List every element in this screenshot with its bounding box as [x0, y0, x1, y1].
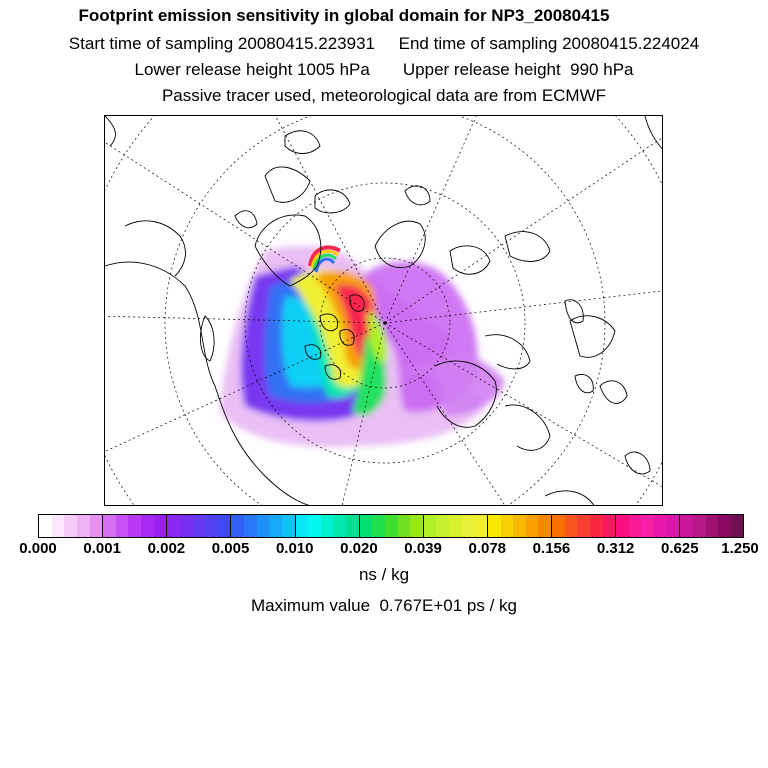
colorbar	[38, 514, 744, 538]
colorbar-segment	[77, 515, 90, 537]
colorbar-segment	[257, 515, 270, 537]
colorbar-segment	[52, 515, 65, 537]
colorbar-segment	[565, 515, 578, 537]
colorbar-segment	[321, 515, 334, 537]
colorbar-segment	[488, 515, 501, 537]
colorbar-segment	[64, 515, 77, 537]
colorbar-tick-label: 0.625	[661, 540, 699, 557]
colorbar-segment	[654, 515, 667, 537]
colorbar-units: ns / kg	[358, 565, 410, 584]
colorbar-segment	[731, 515, 744, 537]
colorbar-segment	[154, 515, 168, 537]
colorbar-ticks	[0, 540, 768, 560]
colorbar-segment	[141, 515, 154, 537]
colorbar-segment	[552, 515, 565, 537]
colorbar-segment	[590, 515, 603, 537]
colorbar-segment	[385, 515, 398, 537]
colorbar-tick-label: 0.312	[596, 540, 635, 557]
colorbar-segment	[360, 515, 373, 537]
colorbar-tick-label: 0.156	[532, 540, 571, 557]
colorbar-segment	[218, 515, 232, 537]
colorbar-segment	[269, 515, 282, 537]
colorbar-segment	[180, 515, 193, 537]
colorbar-segment	[410, 515, 424, 537]
colorbar-segment	[718, 515, 731, 537]
colorbar-tick-label: 0.020	[340, 540, 378, 557]
colorbar-segment	[90, 515, 104, 537]
colorbar-segment	[193, 515, 206, 537]
colorbar-segment	[128, 515, 141, 537]
release-height-line: Lower release height 1005 hPa Upper release height 990 hPa	[134, 60, 634, 79]
colorbar-segment	[424, 515, 437, 537]
colorbar-segment	[501, 515, 514, 537]
colorbar-segment	[449, 515, 462, 537]
colorbar-tick-label: 0.002	[147, 540, 186, 557]
colorbar-segment	[706, 515, 719, 537]
maximum-value-label: Maximum value 0.767E+01 ps / kg	[251, 596, 517, 615]
colorbar-tick-label: 0.005	[211, 540, 250, 557]
colorbar-segment	[116, 515, 129, 537]
colorbar-segment	[667, 515, 681, 537]
colorbar-segment	[333, 515, 346, 537]
footprint-plume	[220, 246, 505, 447]
map-canvas	[105, 116, 663, 506]
colorbar-segment	[616, 515, 629, 537]
colorbar-segment	[513, 515, 526, 537]
colorbar-segment	[39, 515, 52, 537]
colorbar-tick-label: 0.000	[19, 540, 57, 557]
colorbar-segment	[629, 515, 642, 537]
colorbar-segment	[296, 515, 309, 537]
colorbar-segment	[205, 515, 218, 537]
colorbar-segment	[603, 515, 617, 537]
colorbar-segment	[577, 515, 590, 537]
colorbar-segment	[282, 515, 296, 537]
colorbar-segment	[103, 515, 116, 537]
colorbar-segment	[436, 515, 449, 537]
colorbar-segment	[641, 515, 654, 537]
colorbar-segment	[680, 515, 693, 537]
colorbar-segment	[693, 515, 706, 537]
colorbar-segment	[308, 515, 321, 537]
colorbar-segment	[372, 515, 385, 537]
colorbar-segment	[462, 515, 475, 537]
colorbar-segment	[398, 515, 411, 537]
colorbar-segment	[244, 515, 257, 537]
map-title: Footprint emission sensitivity in global domain for NP3_20080415	[78, 6, 610, 25]
footprint-map	[104, 115, 663, 506]
sampling-time-line: Start time of sampling 20080415.223931 End time of sampling 20080415.224024	[68, 34, 700, 53]
colorbar-segment	[167, 515, 180, 537]
colorbar-segment	[526, 515, 539, 537]
colorbar-tick-label: 0.010	[275, 540, 314, 557]
colorbar-segment	[231, 515, 244, 537]
colorbar-segment	[538, 515, 552, 537]
colorbar-tick-label: 0.039	[404, 540, 442, 557]
tracer-info-line: Passive tracer used, meteorological data are from ECMWF	[161, 86, 607, 105]
colorbar-tick-label: 0.078	[468, 540, 507, 557]
colorbar-segment	[474, 515, 488, 537]
colorbar-tick-label: 1.250	[721, 540, 759, 557]
colorbar-segment	[346, 515, 360, 537]
colorbar-tick-label: 0.001	[83, 540, 121, 557]
